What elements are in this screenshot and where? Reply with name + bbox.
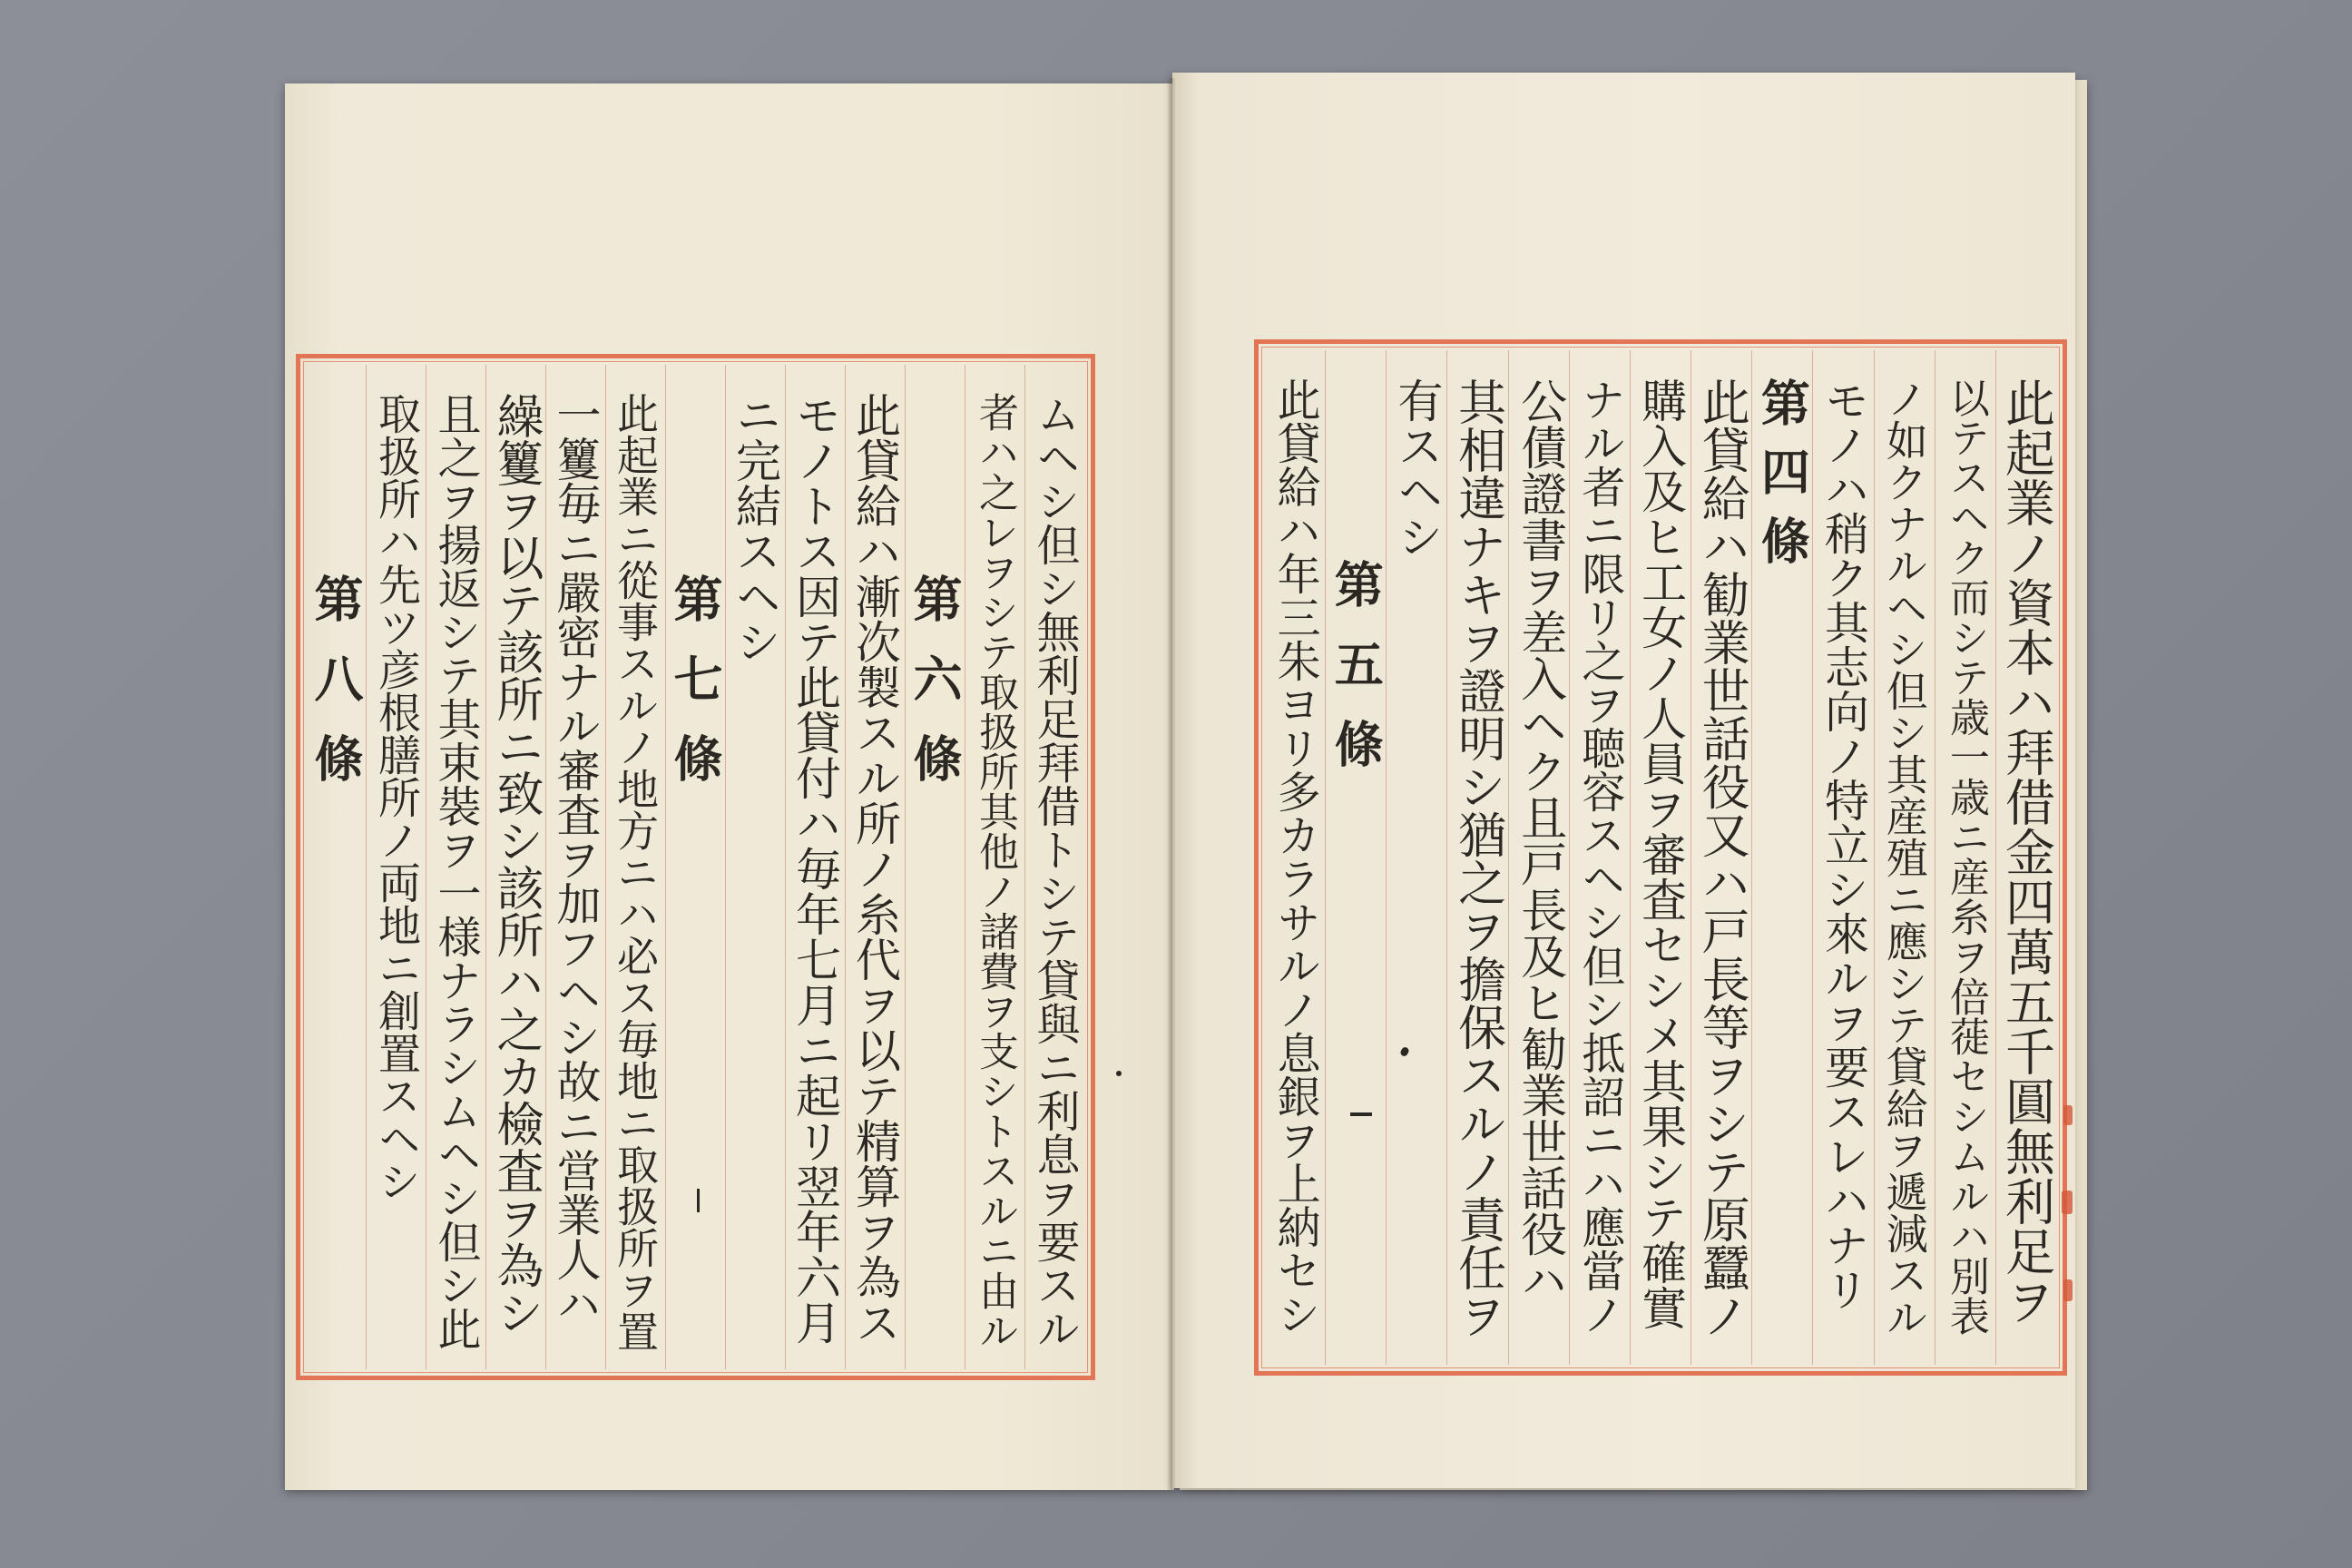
column-text: 有スヘシ <box>1390 377 1444 559</box>
text-column <box>1446 350 1507 1365</box>
text-column <box>905 365 965 1369</box>
column-text: 一籰毎ニ嚴密ナル審査ヲ加フヘシ故ニ営業人ハ <box>550 392 602 1326</box>
article-heading: 第四條 <box>1753 377 1812 584</box>
column-text: 購入及ヒ工女ノ人員ヲ審査セシメ其果シテ確實 <box>1634 377 1688 1330</box>
text-column <box>1812 350 1873 1365</box>
red-seal-fragment <box>2063 1105 2073 1125</box>
column-text: 此貸給ハ年三朱ヨリ多カラサルノ息銀ヲ上納セシ <box>1269 377 1321 1336</box>
column-text: ムヘシ但シ無利足拜借トシテ貸與ニ利息ヲ要スル <box>1029 392 1080 1350</box>
text-column <box>307 365 366 1369</box>
text-column <box>725 365 785 1369</box>
text-column <box>845 365 905 1369</box>
column-text: 以テスヘク而シテ歳一歳ニ産糸ヲ倍蓰セシムルハ別表 <box>1942 377 1989 1336</box>
text-column <box>1325 350 1386 1365</box>
article-heading: 第七條 <box>666 573 724 813</box>
text-column <box>1995 350 2056 1365</box>
text-column <box>366 365 426 1369</box>
text-column <box>1569 350 1630 1365</box>
column-text: 且之ヲ揚返シテ其束裝ヲ一様ナラシムヘシ但シ此 <box>430 392 481 1350</box>
column-text: 此貸給ハ漸次製スル所ノ糸代ヲ以テ精算ヲ為ス <box>848 392 901 1345</box>
column-text: 此起業ニ從事スルノ地方ニハ必ス毎地ニ取扱所ヲ置 <box>611 392 660 1352</box>
text-column <box>545 365 605 1369</box>
column-text: モノトス因テ此貸付ハ毎年七月ニ起リ翌年六月 <box>789 392 841 1345</box>
column-text: 繰籰ヲ以テ該所ニ致シ該所ハ之カ檢査ヲ為シ <box>488 392 543 1336</box>
column-text: 取扱所ハ先ツ彦根膳所ノ両地ニ創置スヘシ <box>371 392 421 1202</box>
column-text: ニ完結スヘシ <box>729 392 781 664</box>
right-page <box>1172 73 2075 1488</box>
column-text: 公債證書ヲ差入ヘク且戸長及ヒ勧業世話役ハ <box>1512 377 1566 1303</box>
red-seal-fragment <box>2063 1279 2073 1301</box>
text-column <box>1630 350 1690 1365</box>
column-text: 此貸給ハ勧業世話役又ハ戸長等ヲシテ原蠶ノ <box>1694 377 1750 1339</box>
ink-dot <box>1116 1071 1122 1076</box>
text-column <box>1386 350 1446 1365</box>
text-column <box>1265 350 1325 1365</box>
column-text: 者ハ之レヲシテ取扱所其他ノ諸費ヲ支シトスルニ由ル <box>972 392 1018 1350</box>
column-text: 此起業ノ資本ハ拜借金四萬五千圓無利足ヲ <box>1997 377 2055 1326</box>
column-text: モノハ稍ク其志向ノ特立シ來ルヲ要スレハナリ <box>1818 377 1870 1311</box>
right-page-frame <box>1254 339 2067 1376</box>
column-text: 其相違ナキヲ證明シ猶之ヲ擔保スルノ責任ヲ <box>1450 377 1506 1339</box>
text-column <box>1751 350 1812 1365</box>
left-page-frame <box>296 354 1095 1380</box>
article-heading: 第五條 <box>1327 559 1386 799</box>
column-text: ノ如クナルヘシ但シ其産殖ニ應シテ貸給ヲ遞減スル <box>1879 377 1929 1338</box>
red-seal-fragment <box>2062 1191 2073 1214</box>
text-column <box>665 365 725 1369</box>
ink-stroke <box>697 1189 700 1212</box>
article-heading: 第六條 <box>906 573 964 813</box>
text-column <box>1690 350 1751 1365</box>
text-column <box>1024 365 1084 1369</box>
text-column <box>965 365 1024 1369</box>
text-column <box>1508 350 1569 1365</box>
book-gutter-shadow <box>1167 78 1176 1490</box>
ink-dash <box>1350 1112 1372 1116</box>
article-heading: 第八條 <box>307 573 365 813</box>
column-text: ナル者ニ限リ之ヲ聴容スヘシ但シ抵詔ニハ應當ノ <box>1573 377 1625 1336</box>
text-column <box>485 365 545 1369</box>
left-page <box>285 83 1174 1490</box>
text-column <box>1935 350 1995 1365</box>
text-column <box>426 365 485 1369</box>
text-column <box>785 365 845 1369</box>
text-column <box>1874 350 1935 1365</box>
text-column <box>605 365 665 1369</box>
